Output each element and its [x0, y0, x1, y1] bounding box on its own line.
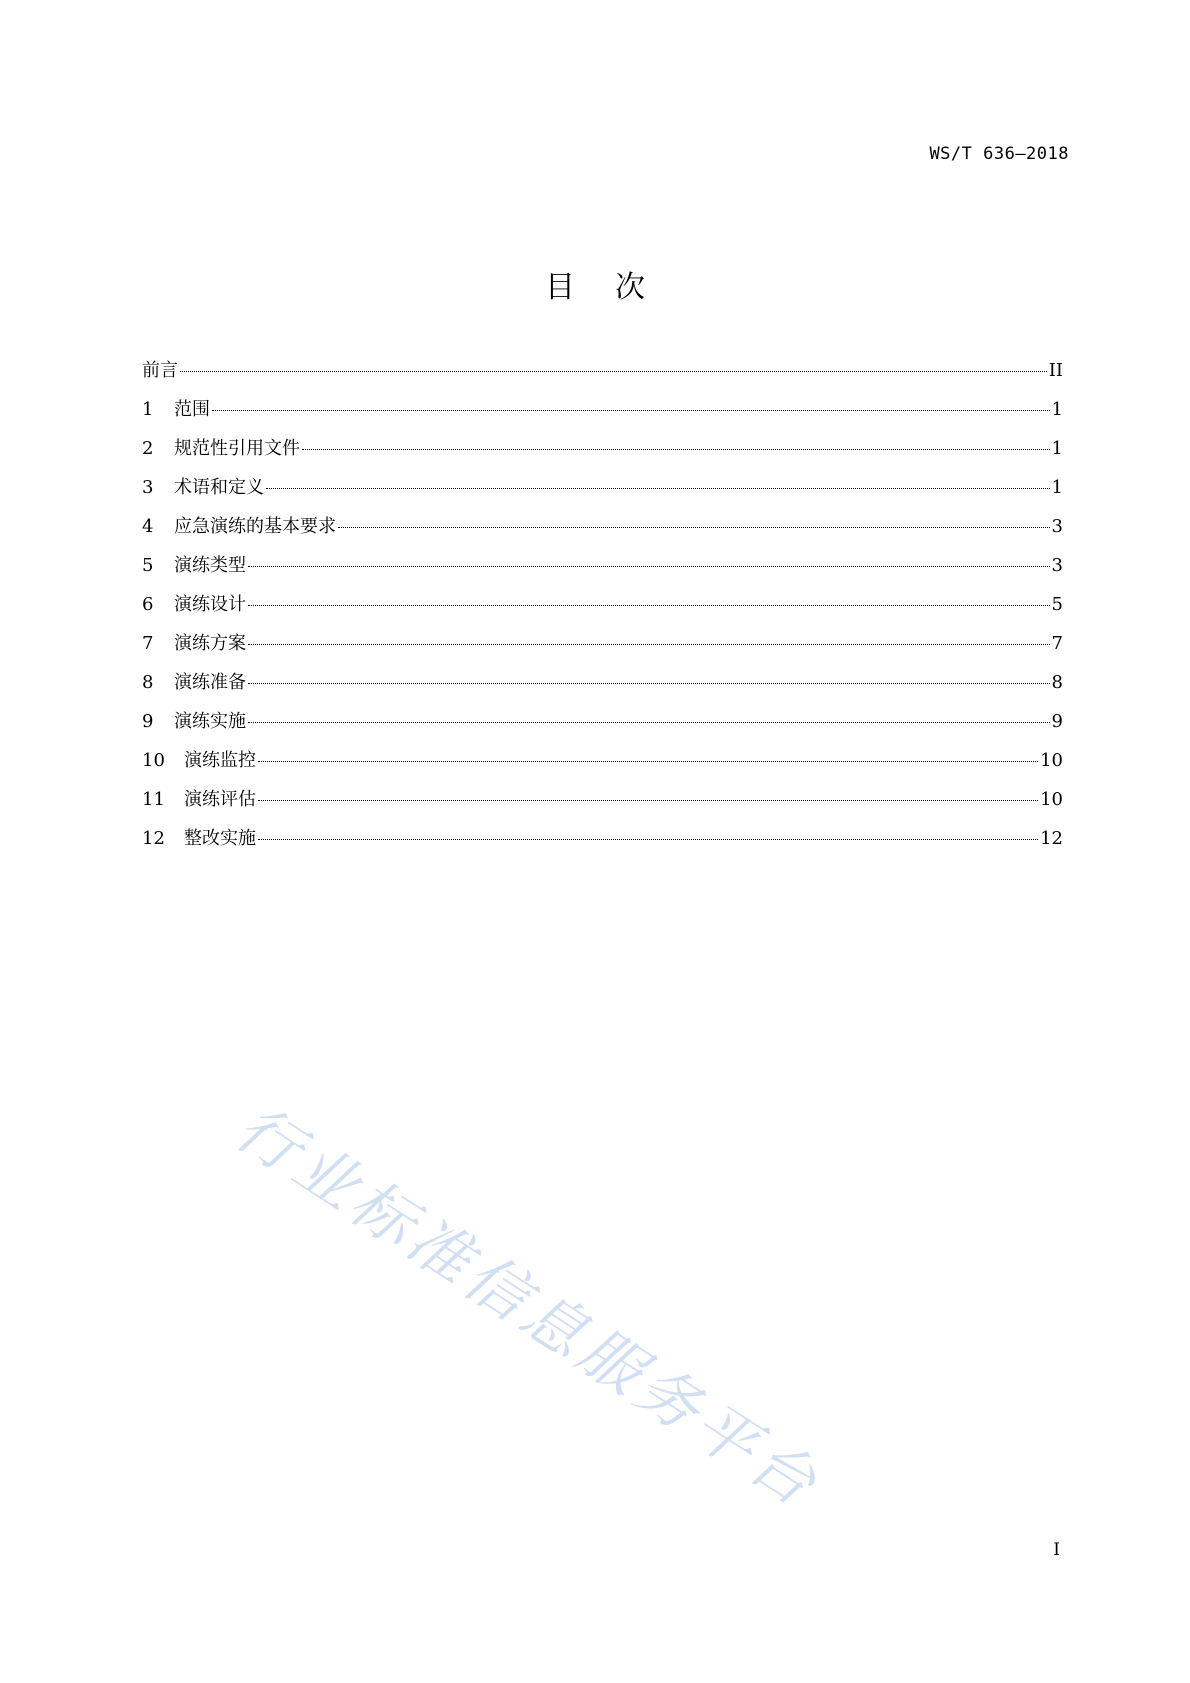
toc-entry-page: 10 [1040, 789, 1063, 810]
toc-entry-label: 前言 [142, 360, 178, 381]
dot-leader [258, 839, 1038, 840]
toc-entry-label: 整改实施 [184, 828, 256, 849]
toc-entry-number: 11 [142, 789, 165, 810]
toc-entry-number: 4 [142, 516, 154, 537]
dot-leader [266, 488, 1050, 489]
toc-entry-number: 7 [142, 633, 154, 654]
toc-entry-number: 6 [142, 594, 154, 615]
toc-entry-page: II [1048, 360, 1063, 381]
toc-entry-number: 10 [142, 750, 165, 771]
dot-leader [248, 566, 1050, 567]
toc-entry-number: 2 [142, 438, 154, 459]
toc-entry-12[interactable] [142, 824, 1063, 863]
toc-entry-9[interactable] [142, 707, 1063, 746]
toc-entry-11[interactable] [142, 785, 1063, 824]
toc-entry-label: 术语和定义 [174, 477, 264, 498]
dot-leader [258, 800, 1038, 801]
document-code: WS/T 636—2018 [929, 144, 1069, 164]
toc-entry-2[interactable] [142, 434, 1063, 473]
toc-entry-label: 规范性引用文件 [174, 438, 300, 459]
toc-entry-10[interactable] [142, 746, 1063, 785]
toc-entry-page: 1 [1051, 477, 1063, 498]
toc-entry-4[interactable] [142, 512, 1063, 551]
toc-entry-page: 9 [1051, 711, 1063, 732]
toc-entry-label: 演练准备 [174, 672, 246, 693]
toc-entry-page: 12 [1040, 828, 1063, 849]
toc-entry-label: 应急演练的基本要求 [174, 516, 336, 537]
toc-entry-number: 12 [142, 828, 165, 849]
watermark: 行业标准信息服务平台 [223, 1090, 834, 1523]
toc-entry-label: 演练监控 [184, 750, 256, 771]
toc-entry-number: 3 [142, 477, 154, 498]
toc-entry-label: 范围 [174, 399, 210, 420]
toc-entry-label: 演练实施 [174, 711, 246, 732]
toc-entry-page: 7 [1051, 633, 1063, 654]
toc-entry-page: 10 [1040, 750, 1063, 771]
toc-entry-number: 1 [142, 399, 154, 420]
toc-entry-7[interactable] [142, 629, 1063, 668]
toc-entry-1[interactable] [142, 395, 1063, 434]
dot-leader [302, 449, 1050, 450]
toc-entry-label: 演练评估 [184, 789, 256, 810]
table-of-contents [142, 356, 1063, 863]
toc-entry-label: 演练类型 [174, 555, 246, 576]
toc-entry-number: 9 [142, 711, 154, 732]
toc-title: 目次 [545, 270, 685, 305]
dot-leader [180, 371, 1047, 372]
toc-entry-page: 3 [1051, 555, 1063, 576]
toc-entry-5[interactable] [142, 551, 1063, 590]
toc-entry-page: 1 [1051, 438, 1063, 459]
toc-entry-foreword[interactable] [142, 356, 1063, 395]
toc-entry-page: 5 [1051, 594, 1063, 615]
toc-entry-number: 8 [142, 672, 154, 693]
page-number: I [1053, 1540, 1060, 1560]
toc-entry-8[interactable] [142, 668, 1063, 707]
dot-leader [258, 761, 1038, 762]
dot-leader [248, 722, 1050, 723]
toc-entry-label: 演练方案 [174, 633, 246, 654]
dot-leader [248, 644, 1050, 645]
dot-leader [248, 605, 1050, 606]
toc-entry-label: 演练设计 [174, 594, 246, 615]
dot-leader [248, 683, 1050, 684]
toc-entry-page: 8 [1051, 672, 1063, 693]
toc-entry-page: 1 [1051, 399, 1063, 420]
toc-entry-page: 3 [1051, 516, 1063, 537]
toc-entry-6[interactable] [142, 590, 1063, 629]
toc-entry-number: 5 [142, 555, 154, 576]
dot-leader [338, 527, 1050, 528]
dot-leader [212, 410, 1050, 411]
toc-entry-3[interactable] [142, 473, 1063, 512]
